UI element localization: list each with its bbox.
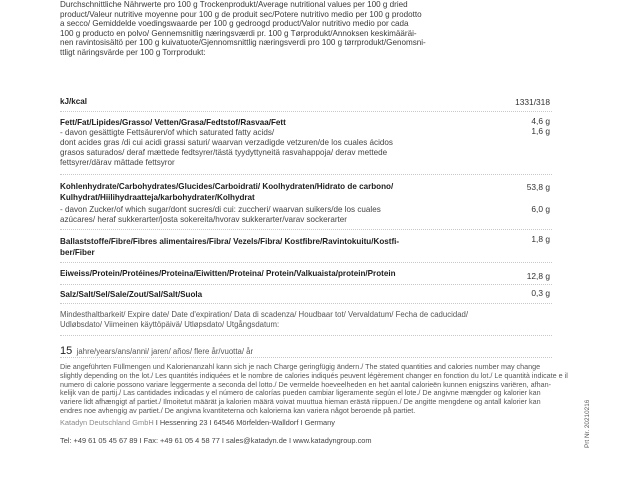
fat-sub-line: dont acides gras /di cui acidi grassi saturi/ waarvan verzadigde vetzuren/de los cuales ácidos — [60, 138, 393, 147]
shelf-life-line: Mindesthaltbarkeit/ Expire date/ Date d'expiration/ Data di scadenza/ Houdbaar tot/ Vervaldatum/ Fecha de caducidad/ — [60, 310, 469, 319]
sugar-value: 6,0 g — [531, 204, 550, 214]
years-number: 15 — [60, 345, 73, 357]
fat-sub-line: - davon gesättigte Fettsäuren/of which saturated fatty acids/ — [60, 128, 275, 137]
intro-line: 100 g producto en polvo/ Gennemsnitlig næringsværdi pr. 100 g Tørprodukt/Annoksen keskimääräi- — [60, 28, 417, 38]
disclaimer-line: kelijk van de partij./ Las cantidades indicadas y el número de calorías pueden cambiar ligeramente según el lote./ De angivne mængder og kalorier kan — [60, 388, 541, 398]
intro-line: Durchschnittliche Nährwerte pro 100 g Trockenprodukt/Average nutritional values per 100 g dried — [60, 0, 408, 9]
carbs-value: 53,8 g — [526, 182, 550, 192]
footer-address — [60, 418, 335, 427]
fat-sub-line: fettsyrer/därav mättade fettsyror — [60, 158, 175, 167]
disclaimer-line: variere lidt afhængigt af partiet./ Ilmoitetut määrät ja kalorien määrä voivat muuttua hieman erästä riippuen./ De angitte mengdene og antall kalorier kan — [60, 397, 541, 407]
intro-line: ttligt näringsvärde per 100 g Torrprodukt: — [60, 47, 206, 57]
intro-line: nen ravintosisältö per 100 g kuivatuote/Gjennomsnittlig næringsverdi pro 100 g tørrprodukt/Genomsni- — [60, 38, 426, 48]
energy-value: 1331/318 — [515, 97, 550, 107]
disclaimer-line: numero di calorie possono variare leggermente a seconda del lotto./ De vermelde hoeveelheden en het aantal calorieën kunnen enigszins variëren, afhan- — [60, 379, 552, 389]
salt-label: Salz/Salt/Sel/Sale/Zout/Sal/Salt/Suola — [60, 290, 203, 299]
intro-line: a secco/ Gemiddelde voedingswaarde per 100 g gedroogd product/Valor nutritivo medio por cada — [60, 19, 409, 29]
divider — [60, 335, 552, 336]
carbs-label: Kulhydrat/Hiilihydraatteja/karbohydrater/Kolhydrat — [60, 193, 255, 202]
carbs-sub-line: - davon Zucker/of which sugar/dont sucres/di cui: zuccheri/ waarvan suikers/de los cuales — [60, 205, 381, 214]
salt-value: 0,3 g — [531, 288, 550, 298]
divider — [60, 111, 552, 112]
company-address: I Hessenring 23 I 64546 Mörfelden-Walldorf I Germany — [153, 418, 335, 427]
divider — [60, 284, 552, 285]
divider — [60, 229, 552, 230]
fat-sub-line: grasos saturados/ deraf mættede fedtsyrer/tästä tyydyttyneitä rasvahappoja/ derav mettede — [60, 148, 388, 157]
protein-label: Eiweiss/Protein/Protéines/Proteina/Eiwitten/Proteina/ Protein/Valkuaista/protein/Protein — [60, 269, 396, 278]
disclaimer-line: slightly depending on the lot./ Les quantités indiquées et le nombre de calories indiqués peuvent légèrement changer en fonction du lot./ Le quantità indicate e il — [60, 370, 568, 380]
fibre-label: ber/Fiber — [60, 248, 95, 257]
protein-value: 12,8 g — [526, 271, 550, 281]
disclaimer — [60, 363, 568, 416]
fat-value: 4,6 g — [531, 116, 550, 126]
carbs-label: Kohlenhydrate/Carbohydrates/Glucides/Carboidrati/ Koolhydraten/Hidrato de carbono/ — [60, 182, 394, 191]
fibre-label: Ballaststoffe/Fibre/Fibres alimentaires/Fibra/ Vezels/Fibra/ Kostfibre/Ravintokuitu/Kostfi- — [60, 237, 400, 246]
fibre-value: 1,8 g — [531, 234, 550, 244]
divider — [60, 303, 552, 304]
side-code: Prt Nr. 20210216 — [584, 399, 591, 448]
intro-line: product/Valeur nutritive moyenne pour 100 g de produit sec/Potere nutritivo medio per 100 g prodotto — [60, 9, 422, 19]
fat-label: Fett/Fat/Lipides/Grasso/ Vetten/Grasa/Fedtstof/Rasvaa/Fett — [60, 118, 286, 127]
years-text: jahre/years/ans/anni/ jaren/ años/ flere år/vuotta/ år — [76, 347, 254, 356]
company-name: Katadyn Deutschland GmbH — [60, 418, 154, 427]
saturated-fat-value: 1,6 g — [531, 126, 550, 136]
side-code-wrap — [584, 398, 594, 448]
shelf-life-line: Udløbsdato/ Viimeinen käyttöpäivä/ Utløpsdato/ Utgångsdatum: — [60, 320, 280, 329]
disclaimer-line: Die angeführten Füllmengen und Kalorienanzahl kann sich je nach Charge geringfügig ändern./ The stated quantities and calories number may change — [60, 362, 541, 371]
divider — [60, 174, 552, 175]
divider — [60, 262, 552, 263]
intro-paragraph — [60, 0, 460, 58]
energy-label: kJ/kcal — [60, 97, 88, 106]
divider — [60, 357, 552, 358]
disclaimer-line: endres noe avhengig av partiet./ De angivna kvantiteterna och kalorierna kan variera något beroende på partiet. — [60, 405, 416, 415]
carbs-sub-line: azúcares/ heraf sukkerarter/josta sokereita/hvorav sukkerarter/varav sockerarter — [60, 215, 347, 224]
footer-contact: Tel: +49 61 05 45 67 89 I Fax: +49 61 05 4 58 77 I sales@katadyn.de I www.katadyngroup.com — [60, 436, 372, 445]
